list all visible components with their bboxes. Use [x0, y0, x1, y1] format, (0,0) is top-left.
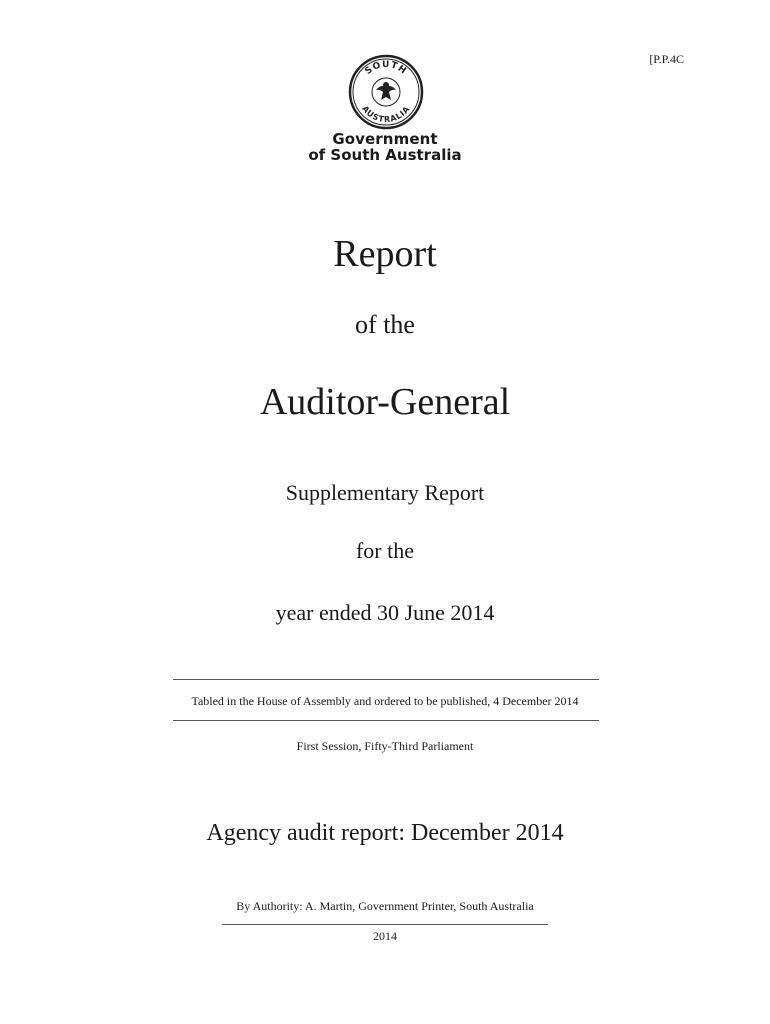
parliamentary-paper-reference: [P.P.4C — [649, 52, 684, 66]
document-title: Report — [333, 233, 437, 275]
period-connector: for the — [355, 538, 415, 563]
tabling-statement: Tabled in the House of Assembly and ordered to be published, 4 December 2014 — [191, 694, 579, 708]
parliament-session: First Session, Fifty-Third Parliament — [296, 739, 474, 753]
publication-year: 2014 — [373, 929, 397, 943]
divider-bottom — [222, 924, 548, 925]
report-type: Supplementary Report — [285, 480, 485, 505]
organisation-name-line2: of South Australia — [308, 146, 462, 164]
reporting-period: year ended 30 June 2014 — [275, 600, 495, 625]
seal-top-text: SOUTH — [363, 59, 409, 77]
title-connector: of the — [355, 310, 415, 339]
divider-top — [173, 679, 599, 680]
seal-bottom-text: AUSTRALIA — [360, 104, 412, 125]
printer-authority: By Authority: A. Martin, Government Printer, South Australia — [236, 899, 534, 913]
piping-shrike-icon — [372, 78, 400, 106]
divider-middle — [173, 720, 599, 721]
office-title: Auditor-General — [259, 381, 511, 423]
organisation-name-line1: Government — [332, 130, 438, 148]
report-name: Agency audit report: December 2014 — [206, 820, 564, 846]
south-australia-seal-logo — [348, 54, 424, 130]
